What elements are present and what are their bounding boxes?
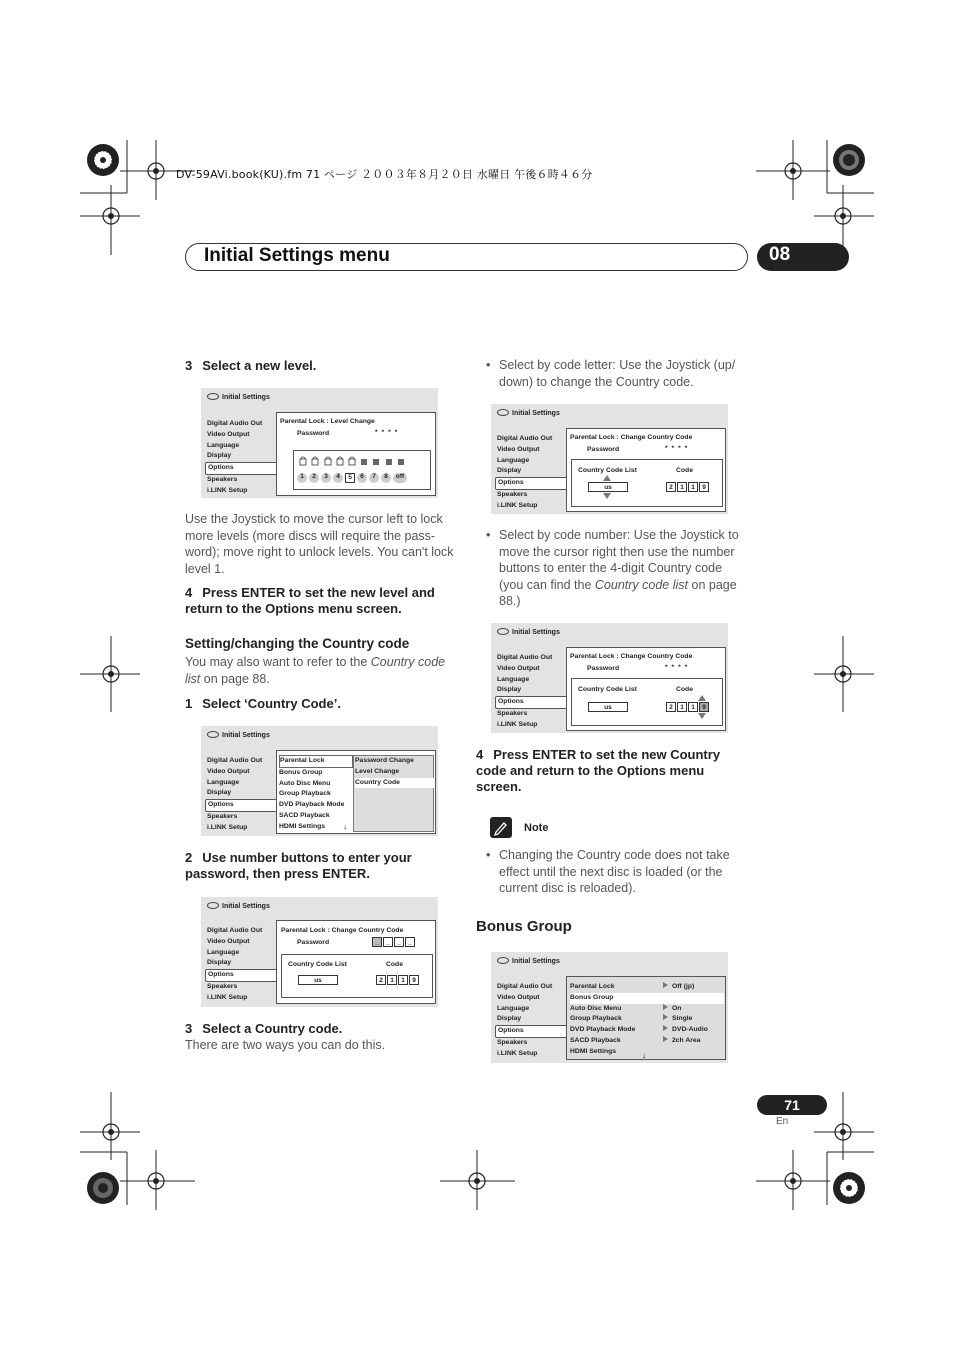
step-4-press-enter-country: 4 Press ENTER to set the new Country code and return to the Options menu screen. [476,747,721,794]
arrow-down-icon: ↓ [343,822,347,831]
arrow-down-icon: ↓ [642,1051,646,1060]
disc-icon [207,731,219,738]
country-code-ref: You may also want to refer to the Country code list on page 88. [185,655,446,686]
screen-bonus-group: Initial Settings Digital Audio Out Video Output Language Display Options Speakers i.LINK Setup Parental Lock Bonus Group Auto Disc Menu Group Playback DVD Playback Mode SACD Playback HDMI Settings Off (jp) On Single DVD-Audio 2ch Area ↓ [491,952,728,1063]
arrow-down-icon [603,493,611,499]
screen-password-entry: Initial Settings Digital Audio Out Video Output Language Display Options Speakers i.LINK Setup Parental Lock : Change Country Code Password _ _ _ _ Country Code List Code us 2 1 1 9 [201,897,438,1007]
screen-options-menu: Initial Settings Digital Audio Out Video Output Language Display Options Speakers i.LINK Setup Parental Lock Bonus Group Auto Disc Menu Group Playback DVD Playback Mode SACD Playback HDMI Settings Password Change Level Change Country Code ↓ [201,726,438,836]
disc-icon [497,409,509,416]
page-number: 71 [757,1095,827,1115]
step-4-press-enter: 4 Press ENTER to set the new level and return to the Options menu screen. [185,585,435,616]
note-pencil-icon [490,817,512,838]
screen-level-change: Initial Settings Digital Audio Out Video Output Language Display Options Speakers i.LINK Setup Parental Lock : Level Change Password * * * * 1 2 3 4 5 6 7 8 off [201,388,438,498]
bullet-code-letter: • Select by code letter: Use the Joystick (up/ down) to change the Country code. [499,357,749,390]
lock-instructions: Use the Joystick to move the cursor left to lock more levels (more discs will require the pass-word); move right to unlock levels. You can't lock level 1. [185,512,454,576]
disc-icon [497,957,509,964]
step-3-select-country-code: 3 Select a Country code. [185,1021,343,1036]
two-ways-text: There are two ways you can do this. [185,1038,386,1052]
subheading-country-code: Setting/changing the Country code [185,636,410,651]
step-1-select-country: 1 Select ‘Country Code’. [185,696,341,711]
disc-icon [207,393,219,400]
note-bullet: • Changing the Country code does not take effect until the next disc is loaded (or the current disc is reloaded). [499,847,749,897]
chapter-badge: 08 [757,243,849,271]
section-header [185,243,748,271]
crop-info-text: DV-59AVi.book(KU).fm 71 ページ ２００３年８月２０日 水曜日 午後６時４６分 [176,168,593,181]
screen-code-number: Initial Settings Digital Audio Out Video Output Language Display Options Speakers i.LINK Setup Parental Lock : Change Country Code Password * * * * Country Code List Code us 2 1 1 9 [491,623,728,733]
bonus-group-heading: Bonus Group [476,918,572,935]
arrow-up-icon [698,695,706,701]
note-label: Note [524,822,549,834]
arrow-down-icon [698,713,706,719]
step-3-select-level: 3 Select a new level. [185,358,317,373]
language-label: En [776,1116,789,1127]
disc-icon [207,902,219,909]
step-2-enter-password: 2 Use number buttons to enter your password, then press ENTER. [185,850,412,881]
arrow-up-icon [603,475,611,481]
screen-title: Initial Settings [207,393,270,401]
page-title: Initial Settings menu [204,245,390,266]
bullet-code-number: • Select by code number: Use the Joystick to move the cursor right then use the number buttons to enter the 4-digit Country code (you can find the Country code list on page 88.) [499,527,749,610]
screen-code-letter: Initial Settings Digital Audio Out Video Output Language Display Options Speakers i.LINK Setup Parental Lock : Change Country Code Password * * * * Country Code List Code us 2 1 1 9 [491,404,728,514]
disc-icon [497,628,509,635]
